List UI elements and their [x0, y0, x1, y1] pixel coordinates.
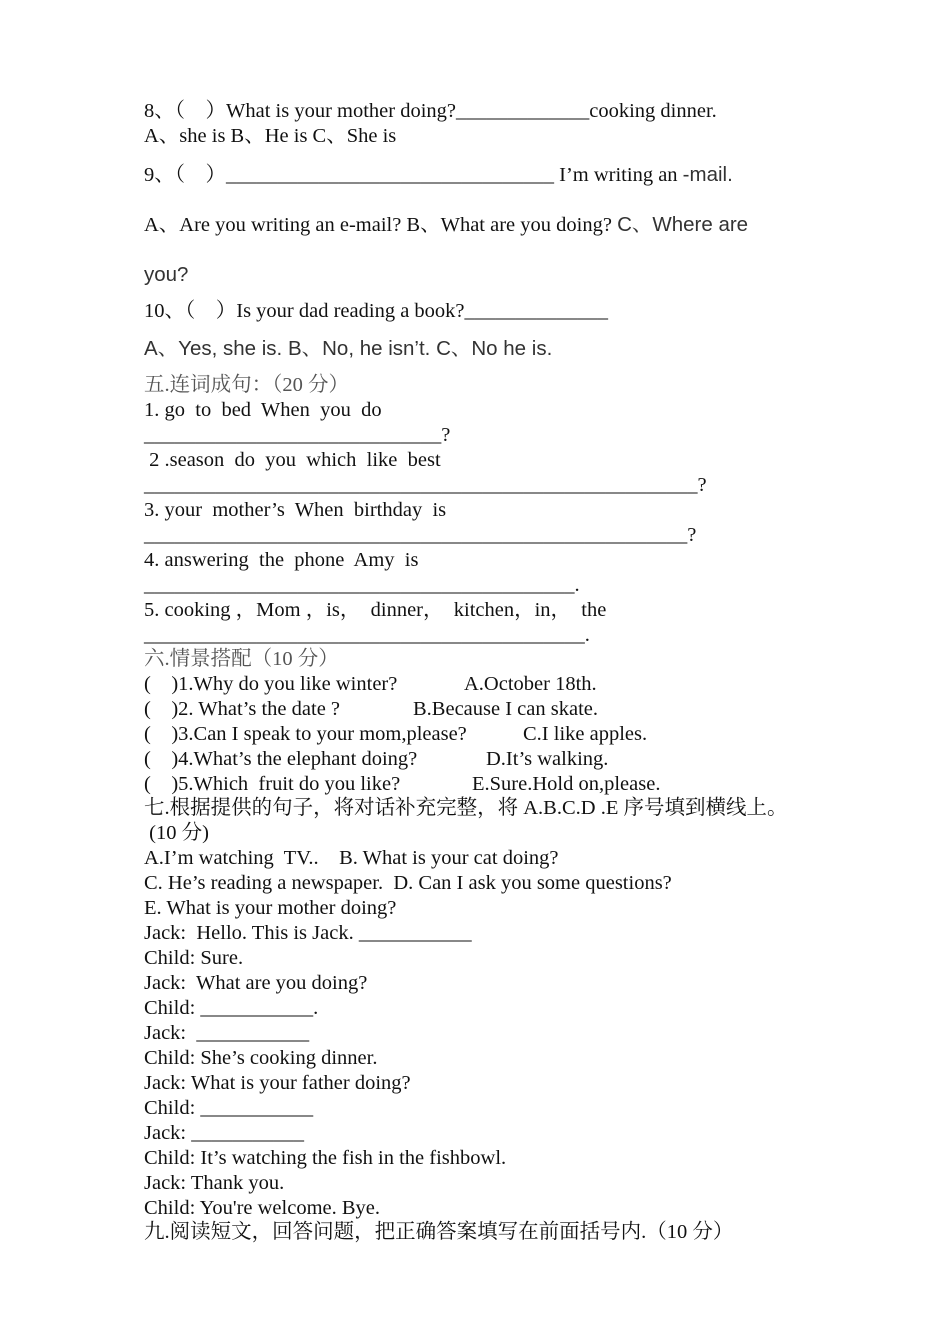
s5-item2-answer: ______________________________________________________? [144, 474, 707, 496]
s6-a4: D.It’s walking. [486, 748, 609, 770]
s5-item1-answer: _____________________________? [144, 424, 451, 446]
section5-title: 五.连词成句：（20 分） [144, 374, 349, 396]
dialogue-line: Child: ___________ [144, 1097, 314, 1119]
s5-item4-answer: __________________________________________. [144, 574, 580, 596]
s6-a5: E.Sure.Hold on,please. [472, 773, 661, 795]
section6-title: 六.情景搭配（10 分） [144, 648, 339, 670]
s6-q1: ( )1.Why do you like winter? [144, 673, 398, 695]
dialogue-line: Jack: Hello. This is Jack. ___________ [144, 922, 472, 944]
dialogue-line: Child: Sure. [144, 947, 244, 969]
section7-score: (10 分) [144, 822, 209, 844]
s6-a2: B.Because I can skate. [413, 698, 598, 720]
q9-options [144, 212, 748, 238]
dialogue-line: Jack: What are you doing? [144, 972, 368, 994]
s7-choices-line1: A.I’m watching TV.. B. What is your cat doing? [144, 847, 559, 869]
q10-options: A、Yes, she is. B、No, he isn’t. C、No he is. [144, 337, 553, 360]
s6-q5: ( )5.Which fruit do you like? [144, 773, 401, 795]
dialogue-line: Jack: Thank you. [144, 1172, 285, 1194]
s5-item3-words: 3. your mother’s When birthday is [144, 499, 447, 521]
s6-a3: C.I like apples. [523, 723, 648, 745]
s5-item4-words: 4. answering the phone Amy is [144, 549, 419, 571]
s7-choices-line3: E. What is your mother doing? [144, 897, 397, 919]
q9-stem-tail: -mail. [682, 163, 733, 186]
q9-options-c: C、Where are [617, 213, 749, 236]
q8-stem: 8、（ ）What is your mother doing?_____________cooking dinner. [144, 100, 717, 122]
s5-item2-words: 2 .season do you which like best [144, 449, 441, 471]
q8-options: A、she is B、He is C、She is [144, 125, 397, 147]
q9-options-cont: you? [144, 263, 189, 286]
dialogue-line: Child: It’s watching the fish in the fishbowl. [144, 1147, 507, 1169]
s6-q2: ( )2. What’s the date ? [144, 698, 341, 720]
q9-stem [144, 162, 733, 188]
dialogue-line: Jack: What is your father doing? [144, 1072, 411, 1094]
s7-choices-line2: C. He’s reading a newspaper. D. Can I ask you some questions? [144, 872, 672, 894]
q9-options-ab: A、Are you writing an e-mail? B、What are you doing? [144, 214, 618, 236]
dialogue-line: Jack: ___________ [144, 1022, 310, 1044]
s6-a1: A.October 18th. [464, 673, 597, 695]
section9-title: 九.阅读短文，回答问题，把正确答案填写在前面括号内.（10 分） [144, 1221, 734, 1243]
s5-item3-answer: _____________________________________________________? [144, 524, 697, 546]
q9-stem-main: 9、（ ）________________________________ I’m writing an [144, 164, 683, 186]
s5-item5-answer: ___________________________________________. [144, 624, 590, 646]
dialogue-line: Child: ___________. [144, 997, 319, 1019]
s6-q4: ( )4.What’s the elephant doing? [144, 748, 418, 770]
dialogue-line: Child: You're welcome. Bye. [144, 1197, 381, 1219]
s5-item5-words: 5. cooking ，Mom ，is， dinner， kitchen，in， the [144, 599, 607, 621]
s5-item1-words: 1. go to bed When you do [144, 399, 382, 421]
dialogue-line: Jack: ___________ [144, 1122, 304, 1144]
q10-stem: 10、（ ）Is your dad reading a book?______________ [144, 300, 609, 322]
dialogue-line: Child: She’s cooking dinner. [144, 1047, 378, 1069]
section7-title: 七.根据提供的句子，将对话补充完整，将 A.B.C.D .E 序号填到横线上。 [144, 797, 788, 819]
s6-q3: ( )3.Can I speak to your mom,please? [144, 723, 467, 745]
